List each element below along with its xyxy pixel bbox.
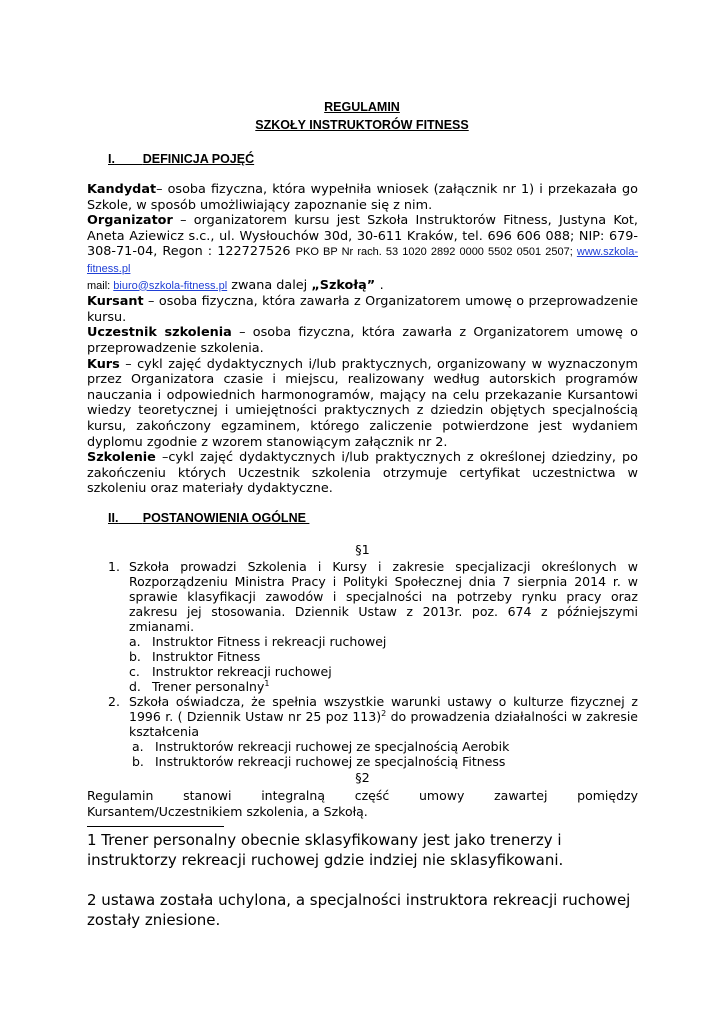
paragraph-1-list [108, 559, 638, 769]
document-title: REGULAMIN [324, 100, 400, 114]
footnote-separator [87, 826, 224, 827]
sub-item-2b-number: b. [132, 754, 144, 769]
text-kandydat: – osoba fizyczna, która wypełniła wniosek (załącznik nr 1) i przekazała go Szkole, w sposób umożliwiający zapoznanie się z nim. [87, 182, 638, 213]
sub-item-2b-text: Instruktorów rekreacji ruchowej ze specjalnością Fitness [155, 754, 506, 769]
short-name: „Szkołą” [311, 277, 380, 293]
section-2-title: POSTANOWIENIA OGÓLNE [142, 511, 310, 525]
website-link[interactable]: www.szkola-fitness.pl [87, 246, 638, 275]
definition-szkolenie [87, 450, 638, 497]
definition-kandydat [87, 182, 638, 213]
sub-item-c-text: Instruktor rekreacji ruchowej [152, 664, 332, 679]
sub-item-b [129, 649, 638, 664]
footnote-ref-1[interactable]: 1 [264, 678, 270, 688]
term-kandydat: Kandydat [87, 182, 157, 197]
list-item-2-text-a: Szkoła oświadcza, że spełnia wszystkie warunki ustawy o kulturze fizycznej z 1996 r. ( Dziennik Ustaw nr 25 poz 113) [129, 694, 638, 724]
bank-account: PKO BP Nr rach. 53 1020 2892 0000 5502 0501 2507; [295, 246, 577, 259]
paragraph-2-mark: §2 [355, 771, 370, 786]
term-uczestnik: Uczestnik szkolenia [87, 325, 232, 341]
definition-organizator [87, 213, 638, 294]
email-link[interactable]: biuro@szkola-fitness.pl [113, 279, 228, 292]
footnote-1: 1 Trener personalny obecnie sklasyfikowany jest jako trenerzy i instruktorzy rekreacji ruchowej gdzie indziej nie sklasyfikowani. [87, 831, 564, 869]
sub-item-2a-number: a. [132, 739, 144, 754]
called-text: zwana dalej [227, 277, 312, 293]
text-kursant: – osoba fizyczna, która zawarła z Organizatorem umowę o przeprowadzenie kursu. [87, 294, 638, 325]
organizator-end: . [379, 277, 384, 293]
paragraph-2-text: Regulamin stanowi integralną część umowy zawartej pomiędzy Kursantem/Uczestnikiem szkolenia, a Szkołą. [87, 788, 638, 819]
paragraph-1-mark: §1 [355, 543, 370, 558]
section-1-heading [108, 152, 254, 166]
section-1-number: I. [108, 152, 115, 166]
text-kurs: – cykl zajęć dydaktycznych i/lub praktycznych, organizowany w wyznaczonym przez Organizatora czasie i miejscu, realizowany według autorskich programów nauczania i odpowiednich harmonogramów, mający na celu przekazanie Kursantowi wiedzy teoretycznej i umiejętności praktycznych z dziedzin objętych specjalnością kursu, zakończony egzaminem, którego zaliczenie potwierdzone jest wydaniem dyplomu zgodnie z wzorem stanowiącym załącznik nr 2. [87, 356, 638, 450]
term-organizator: Organizator [87, 213, 173, 229]
term-szkolenie: Szkolenie [87, 450, 156, 466]
mail-label: mail: [87, 279, 114, 292]
sub-item-2a [129, 739, 638, 754]
sub-item-d-text: Trener personalny [152, 679, 265, 694]
sub-item-c-number: c. [129, 664, 140, 679]
sub-item-d-number: d. [129, 679, 141, 694]
definition-kursant [87, 294, 638, 325]
footnote-2: 2 ustawa została uchylona, a specjalności instruktora rekreacji ruchowej zostały zniesione. [87, 891, 631, 929]
text-organizator: – organizatorem kursu jest Szkoła Instruktorów Fitness, Justyna Kot, Aneta Aziewicz s.c., ul. Wysłouchów 30d, 30-611 Kraków, tel. 696 606 088; NIP: 679-308-71-04, Regon : 122727526 [87, 213, 638, 260]
definition-kurs [87, 357, 638, 451]
sub-item-2b [129, 754, 638, 769]
definitions-block [87, 182, 638, 497]
term-kurs: Kurs [87, 356, 120, 372]
section-2-heading [108, 511, 309, 525]
list-item-1 [108, 559, 638, 694]
list-item-2-text [129, 694, 638, 739]
sub-item-d [129, 679, 638, 694]
section-2-number: II. [108, 511, 119, 525]
section-1-title: DEFINICJA POJĘĆ [142, 152, 255, 166]
list-item-2-text-b: do prowadzenia działalności w zakresie kształcenia [129, 709, 638, 739]
sub-item-c [129, 664, 638, 679]
sub-item-b-text: Instruktor Fitness [152, 649, 261, 664]
footnote-ref-2[interactable]: 2 [381, 708, 387, 718]
sub-item-a-text: Instruktor Fitness i rekreacji ruchowej [152, 634, 387, 649]
list-item-2 [108, 694, 638, 769]
document-subtitle: SZKOŁY INSTRUKTORÓW FITNESS [255, 118, 469, 132]
sub-item-a-number: a. [129, 634, 141, 649]
text-uczestnik: – osoba fizyczna, która zawarła z Organizatorem umowę o przeprowadzenie szkolenia. [87, 325, 638, 356]
list-item-1-text: Szkoła prowadzi Szkolenia i Kursy i zakresie specjalizacji określonych w Rozporządzeniu Ministra Pracy i Polityki Społecznej dnia 7 sierpnia 2014 r. w sprawie klasyfikacji zawodów i specjalności na potrzeby rynku pracy oraz zakresu jej stosowania. Dziennik Ustaw z 2013r. poz. 674 z późniejszymi zmianami. [129, 559, 638, 634]
definition-uczestnik [87, 325, 638, 356]
list-item-1-number: 1. [108, 559, 120, 574]
list-item-2-number: 2. [108, 694, 120, 709]
term-kursant: Kursant [87, 294, 144, 310]
text-szkolenie: –cykl zajęć dydaktycznych i/lub praktycznych z określonej dziedziny, po zakończeniu których Uczestnik szkolenia otrzymuje certyfikat uczestnictwa w szkoleniu oraz materiały dydaktyczne. [87, 450, 638, 497]
sub-item-b-number: b. [129, 649, 141, 664]
sub-item-2a-text: Instruktorów rekreacji ruchowej ze specjalnością Aerobik [155, 739, 510, 754]
sub-item-a [129, 634, 638, 649]
